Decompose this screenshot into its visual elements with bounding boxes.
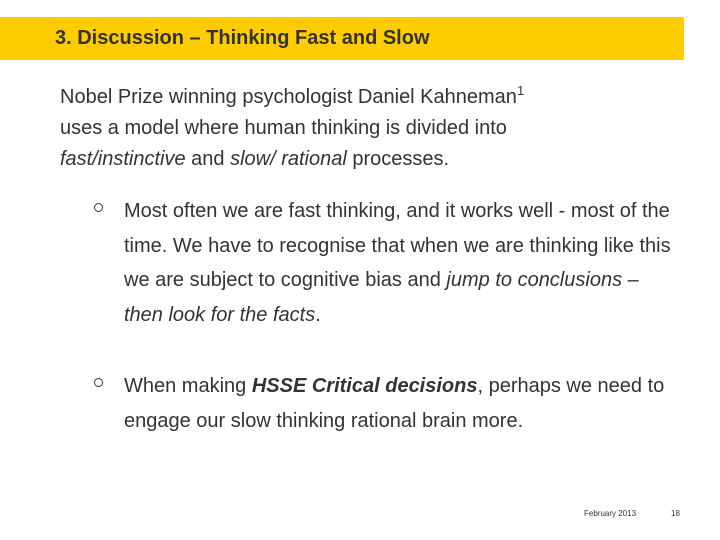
bullet-1-italic: jump to conclusions – then look for the facts <box>124 269 639 326</box>
bullet-text-1 <box>124 194 672 332</box>
bullet-2-text-b: , perhaps we need to engage our slow thinking rational brain more. <box>124 375 665 432</box>
bullet-2-text-a: When making <box>124 375 252 397</box>
footer-date: February 2013 <box>584 509 637 518</box>
title-bar <box>0 17 684 60</box>
slide-title: 3. Discussion – Thinking Fast and Slow <box>55 27 430 49</box>
bullet-circle-icon <box>94 378 103 387</box>
intro-line-2: uses a model where human thinking is divided into <box>60 117 507 139</box>
bullet-text-2 <box>124 369 672 438</box>
fast-term: fast/instinctive <box>60 148 186 170</box>
intro-paragraph <box>60 82 680 175</box>
intro-processes: processes. <box>346 148 450 170</box>
footnote-reference: 1 <box>516 83 525 98</box>
slow-term: slow/ rational <box>230 148 347 170</box>
page-number: 18 <box>671 509 680 518</box>
intro-line-1: Nobel Prize winning psychologist Daniel Kahneman <box>60 86 517 108</box>
bullet-1-text-a: Most often we are fast thinking, and it works well - most of the time. We have to recognise that when we are thinking like this we are subject to cognitive bias and <box>124 200 671 291</box>
bullet-2-bold-italic: HSSE Critical decisions <box>251 375 478 397</box>
bullet-circle-icon <box>94 203 103 212</box>
bullet-1-text-b: . <box>315 303 321 326</box>
intro-and: and <box>185 148 231 170</box>
